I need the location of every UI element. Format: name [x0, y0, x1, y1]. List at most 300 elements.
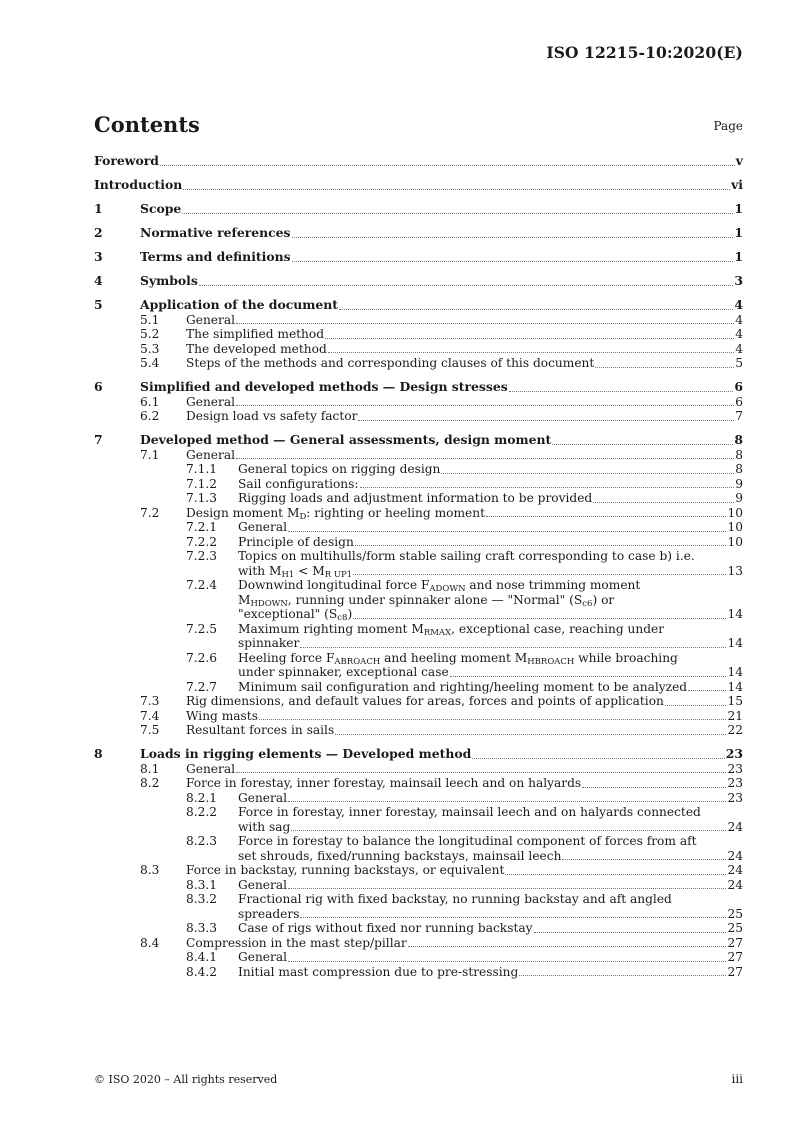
toc-entry-number: 8.3	[140, 863, 160, 877]
toc-entry-number: 8.3.1	[186, 877, 218, 892]
subscript: H1	[281, 569, 295, 580]
toc-entry-page: 23	[727, 776, 743, 790]
toc-entry-page: 21	[727, 708, 743, 723]
toc-entry-page: 5	[735, 356, 743, 370]
toc-leader-dots	[291, 830, 726, 831]
toc-entry-number: 8.4.2	[186, 964, 218, 979]
toc-entry[interactable]	[94, 520, 743, 535]
toc-entry-title	[186, 709, 258, 724]
toc-entry-continuation	[94, 607, 743, 622]
toc-entry-title	[238, 535, 354, 550]
toc-entry[interactable]	[94, 950, 743, 965]
toc-entry-text: General	[238, 790, 287, 805]
toc-entry-text: General	[238, 877, 287, 892]
toc-entry[interactable]	[94, 680, 743, 695]
toc-entry-number: 7.3	[140, 694, 160, 708]
toc-entry-title	[140, 202, 181, 217]
toc-leader-dots	[182, 213, 733, 214]
toc-leader-dots	[236, 458, 734, 459]
toc-entry-title	[238, 791, 287, 806]
toc-leader-dots	[328, 352, 734, 353]
toc-entry-page: 1	[734, 249, 743, 264]
toc-entry[interactable]	[94, 154, 743, 169]
toc-entry-text: under spinnaker, exceptional case	[238, 665, 449, 679]
toc-entry-number: 5.3	[140, 341, 160, 356]
toc-entry-page: 14	[727, 607, 743, 621]
toc-entry-page: 1	[734, 201, 743, 216]
toc-entry-text: Design moment M	[186, 505, 300, 520]
toc-entry-title	[140, 274, 198, 289]
toc-entry-text: Normative references	[140, 225, 291, 240]
subscript: D	[299, 511, 307, 522]
toc-leader-dots	[292, 261, 734, 262]
toc-entry-text: ) or	[592, 592, 615, 607]
page-column-label: Page	[713, 119, 743, 133]
toc-entry-text: Heeling force F	[238, 650, 335, 665]
toc-entry-text: Force in forestay, inner forestay, mainsail leech and on halyards connected	[238, 805, 701, 819]
toc-entry-page: 14	[727, 636, 743, 650]
subscript: c8	[337, 613, 348, 623]
toc-entry-page: 13	[727, 563, 743, 578]
toc-entry-title	[186, 506, 485, 521]
toc-entry-number: 8.2.3	[186, 834, 218, 848]
toc-entry[interactable]	[94, 409, 743, 424]
toc-entry-number: 8.2.2	[186, 805, 218, 819]
toc-leader-dots	[595, 367, 734, 368]
subscript: RMAX	[423, 627, 452, 638]
toc-entry-title	[186, 723, 334, 738]
toc-entry-title	[238, 965, 518, 980]
toc-entry-page: v	[735, 153, 743, 168]
toc-entry-page: 25	[727, 906, 743, 921]
toc-entry-number: 4	[94, 273, 103, 288]
toc-entry-number: 2	[94, 225, 103, 240]
toc-leader-dots	[335, 734, 726, 735]
toc-entry-text: General	[238, 520, 287, 534]
toc-leader-dots	[259, 719, 727, 720]
toc-entry-number: 8.2	[140, 776, 160, 790]
toc-leader-dots	[593, 502, 734, 503]
toc-entry-text: General	[186, 312, 235, 327]
toc-entry-title	[238, 834, 697, 849]
toc-entry-page: 24	[727, 819, 743, 834]
toc-entry-title	[238, 892, 672, 907]
toc-entry[interactable]	[94, 202, 743, 217]
toc-entry-continuation	[94, 564, 743, 579]
toc-entry-text: , exceptional case, reaching under	[451, 621, 665, 636]
toc-entry[interactable]	[94, 892, 743, 907]
toc-entry-text: Terms and definitions	[140, 249, 291, 264]
toc-entry-text: Introduction	[94, 177, 183, 192]
toc-entry[interactable]	[94, 178, 743, 193]
toc-entry-number: 6.2	[140, 409, 160, 423]
toc-entry-title	[238, 805, 701, 820]
toc-entry-page: 22	[727, 723, 743, 737]
toc-entry-number: 7	[94, 432, 103, 447]
toc-entry-text: Rig dimensions, and default values for areas, forces and points of application	[186, 694, 664, 708]
toc-leader-dots	[236, 772, 726, 773]
toc-leader-dots	[300, 917, 726, 918]
toc-entry-text: )	[347, 607, 353, 621]
toc-entry[interactable]	[94, 462, 743, 477]
toc-entry-title	[238, 491, 592, 506]
toc-entry-title	[238, 636, 299, 651]
toc-entry-page: 24	[727, 877, 743, 892]
toc-leader-dots	[353, 574, 726, 575]
toc-entry[interactable]	[94, 863, 743, 878]
toc-entry-page: 6	[735, 394, 743, 409]
toc-entry[interactable]	[94, 805, 743, 820]
toc-entry-title	[140, 226, 291, 241]
toc-entry-number: 8.3.2	[186, 892, 218, 906]
toc-entry[interactable]	[94, 250, 743, 265]
toc-entry[interactable]	[94, 298, 743, 313]
toc-entry-title	[238, 607, 352, 622]
toc-entry-title	[186, 762, 235, 777]
toc-entry-text: Initial mast compression due to pre-stressing	[238, 964, 519, 979]
toc-leader-dots	[360, 487, 735, 488]
toc-leader-dots	[355, 545, 727, 546]
toc-entry-number: 7.1.1	[186, 462, 218, 476]
toc-entry-number: 7.2.1	[186, 520, 218, 534]
toc-entry-text: "exceptional" (S	[238, 607, 338, 621]
toc-entry-page: 14	[727, 665, 743, 679]
toc-leader-dots	[288, 961, 726, 962]
toc-leader-dots	[562, 859, 726, 860]
toc-entry[interactable]	[94, 448, 743, 463]
toc-entry-title	[186, 448, 235, 463]
toc-entry-page: 6	[734, 379, 743, 394]
toc-entry-page: 24	[727, 863, 743, 877]
toc-entry-page: vi	[731, 177, 743, 192]
toc-entry-title	[238, 564, 352, 579]
toc-entry-title	[238, 477, 359, 492]
toc-entry-text: General	[186, 447, 235, 462]
toc-entry-page: 4	[734, 297, 743, 312]
toc-entry-title	[140, 433, 551, 448]
toc-entry-continuation	[94, 849, 743, 864]
toc-entry-title	[238, 680, 687, 695]
toc-entry-page: 7	[735, 409, 743, 423]
toc-leader-dots	[288, 888, 726, 889]
toc-entry-number: 6	[94, 379, 103, 394]
footer-copyright: © ISO 2020 – All rights reserved	[94, 1073, 278, 1086]
toc-entry-page: 8	[735, 447, 743, 462]
toc-entry[interactable]	[94, 723, 743, 738]
toc-entry[interactable]	[94, 747, 743, 762]
toc-leader-dots	[339, 309, 733, 310]
document-header-id: ISO 12215-10:2020(E)	[546, 43, 743, 62]
toc-entry[interactable]	[94, 578, 743, 593]
toc-entry[interactable]	[94, 506, 743, 521]
toc-entry-number: 7.1	[140, 447, 160, 462]
toc-entry-title	[186, 342, 327, 357]
toc-entry-title	[186, 863, 504, 878]
toc-entry-title	[238, 665, 449, 680]
toc-entry-page: 24	[727, 848, 743, 863]
toc-leader-dots	[582, 787, 726, 788]
toc-entry[interactable]	[94, 921, 743, 936]
toc-entry-text: and nose trimming moment	[465, 578, 641, 592]
toc-entry[interactable]	[94, 535, 743, 550]
toc-entry-text: Maximum righting moment M	[238, 621, 424, 636]
toc-entry-text: Developed method — General assessments, design moment	[140, 432, 552, 447]
toc-leader-dots	[358, 420, 734, 421]
toc-entry-text: Design load vs safety factor	[186, 409, 358, 423]
toc-leader-dots	[519, 975, 726, 976]
toc-entry-text: Minimum sail configuration and righting/heeling moment to be analyzed	[238, 679, 688, 694]
toc-leader-dots	[236, 323, 734, 324]
toc-entry-number: 7.1.2	[186, 476, 218, 491]
toc-entry-text: The simplified method	[186, 327, 325, 341]
toc-leader-dots	[665, 705, 727, 706]
toc-entry-number: 7.4	[140, 708, 160, 723]
toc-leader-dots	[408, 946, 727, 947]
toc-entry-text: Scope	[140, 201, 182, 216]
toc-entry-title	[238, 921, 533, 936]
toc-entry-page: 10	[727, 520, 743, 534]
toc-entry[interactable]	[94, 776, 743, 791]
toc-entry-page: 27	[727, 935, 743, 950]
toc-entry-number: 7.5	[140, 723, 160, 737]
toc-entry-text: Force in forestay, inner forestay, mainsail leech and on halyards	[186, 776, 582, 790]
toc-entry-title	[238, 907, 299, 922]
toc-entry-text: Fractional rig with fixed backstay, no running backstay and aft angled	[238, 892, 672, 906]
toc-entry-number: 8.1	[140, 761, 160, 776]
toc-entry-text: : righting or heeling moment	[306, 505, 485, 520]
toc-entry-number: 7.2.2	[186, 534, 218, 549]
toc-leader-dots	[353, 618, 726, 619]
page-title: Contents	[94, 112, 200, 137]
toc-entry-page: 23	[725, 746, 743, 761]
subscript: ABROACH	[334, 656, 381, 667]
toc-entry[interactable]	[94, 226, 743, 241]
toc-entry-continuation	[94, 593, 743, 608]
toc-entry-number: 7.2.5	[186, 621, 218, 636]
toc-entry-number: 5.4	[140, 356, 160, 370]
toc-entry[interactable]	[94, 380, 743, 395]
toc-entry-title	[186, 409, 357, 424]
toc-leader-dots	[236, 405, 734, 406]
toc-entry[interactable]	[94, 395, 743, 410]
toc-entry-title	[140, 747, 471, 762]
toc-entry-text: General	[186, 394, 235, 409]
toc-entry[interactable]	[94, 651, 743, 666]
toc-entry-text: Compression in the mast step/pillar	[186, 935, 407, 950]
toc-entry-number: 6.1	[140, 394, 160, 409]
toc-entry[interactable]	[94, 433, 743, 448]
toc-entry-text: Resultant forces in sails	[186, 723, 335, 737]
toc-entry-page: 27	[727, 964, 743, 979]
toc-entry-title	[140, 380, 508, 395]
toc-entry-text: Case of rigs without fixed nor running backstay	[238, 921, 533, 935]
toc-leader-dots	[450, 676, 727, 677]
toc-entry-text: < M	[294, 563, 325, 578]
toc-entry[interactable]	[94, 694, 743, 709]
toc-entry-title	[186, 356, 594, 371]
toc-leader-dots	[199, 285, 734, 286]
subscript: ADOWN	[429, 584, 466, 594]
toc-entry[interactable]	[94, 762, 743, 777]
toc-entry-number: 5.2	[140, 327, 160, 341]
toc-entry-page: 10	[727, 505, 743, 520]
toc-entry-title	[186, 395, 235, 410]
toc-entry-text: Force in forestay to balance the longitudinal component of forces from aft	[238, 834, 697, 848]
toc-entry[interactable]	[94, 834, 743, 849]
toc-entry-title	[238, 878, 287, 893]
toc-entry[interactable]	[94, 477, 743, 492]
toc-leader-dots	[160, 165, 735, 166]
toc-entry[interactable]	[94, 709, 743, 724]
subscript: c6	[582, 598, 593, 609]
toc-entry-text: Loads in rigging elements — Developed method	[140, 746, 472, 761]
toc-entry[interactable]	[94, 313, 743, 328]
toc-entry-continuation	[94, 665, 743, 680]
toc-entry-page: 4	[735, 341, 743, 356]
toc-entry-text: Symbols	[140, 273, 198, 288]
toc-entry-number: 7.2	[140, 505, 160, 520]
subscript: R UP1	[324, 569, 353, 580]
toc-entry-page: 15	[727, 694, 743, 708]
toc-entry-page: 1	[734, 225, 743, 240]
toc-entry-text: Foreword	[94, 153, 159, 168]
toc-entry-page: 9	[735, 491, 743, 505]
toc-entry[interactable]	[94, 965, 743, 980]
toc-entry-text: General	[238, 950, 287, 964]
toc-entry-number: 8.4.1	[186, 950, 218, 964]
toc-entry-page: 23	[727, 761, 743, 776]
subscript: HDOWN	[250, 598, 288, 609]
toc-entry-number: 3	[94, 249, 103, 264]
toc-leader-dots	[288, 801, 726, 802]
toc-entry-text: Downwind longitudinal force F	[238, 578, 430, 592]
toc-entry[interactable]	[94, 622, 743, 637]
toc-entry-page: 8	[734, 432, 743, 447]
toc-entry-continuation	[94, 907, 743, 922]
toc-entry-number: 1	[94, 201, 103, 216]
toc-leader-dots	[288, 531, 726, 532]
toc-entry-text: Simplified and developed methods — Design stresses	[140, 379, 508, 394]
toc-entry-title	[140, 250, 291, 265]
toc-entry-title	[238, 462, 440, 477]
toc-entry-number: 8.4	[140, 935, 160, 950]
toc-entry-title	[238, 520, 287, 535]
toc-entry-text: with M	[238, 563, 282, 578]
toc-entry-title	[186, 776, 581, 791]
toc-entry-text: Sail configurations:	[238, 476, 359, 491]
toc-entry-title	[238, 950, 287, 965]
toc-entry-text: Steps of the methods and corresponding clauses of this document	[186, 356, 595, 370]
toc-entry-page: 14	[727, 679, 743, 694]
toc-entry-title	[238, 593, 614, 608]
toc-entry-text: and heeling moment M	[380, 650, 528, 665]
toc-entry-text: Topics on multihulls/form stable sailing craft corresponding to case b) i.e.	[238, 549, 695, 563]
toc-entry-title	[238, 549, 695, 564]
toc-entry[interactable]	[94, 936, 743, 951]
toc-entry-page: 8	[735, 462, 743, 476]
toc-entry-title	[186, 313, 235, 328]
toc-entry-page: 25	[727, 921, 743, 935]
table-of-contents	[94, 154, 743, 979]
toc-entry-page: 3	[734, 273, 743, 288]
toc-entry[interactable]	[94, 791, 743, 806]
toc-leader-dots	[472, 758, 724, 759]
toc-entry-text: M	[238, 592, 251, 607]
toc-leader-dots	[534, 932, 727, 933]
toc-entry-page: 9	[735, 476, 743, 491]
toc-entry-text: with sag	[238, 819, 291, 834]
toc-entry[interactable]	[94, 878, 743, 893]
toc-entry-text: The developed method	[186, 341, 327, 356]
toc-entry-title	[238, 820, 290, 835]
toc-entry[interactable]	[94, 356, 743, 371]
toc-entry-number: 5.1	[140, 312, 160, 327]
toc-entry-number: 7.2.6	[186, 650, 218, 665]
toc-entry-text: Wing masts	[186, 708, 258, 723]
toc-entry-number: 7.2.3	[186, 549, 218, 563]
toc-entry-number: 7.1.3	[186, 491, 218, 505]
toc-entry-title	[94, 178, 182, 193]
toc-entry-text: set shrouds, fixed/running backstays, mainsail leech	[238, 848, 562, 863]
toc-entry-number: 7.2.7	[186, 679, 218, 694]
toc-entry-title	[186, 694, 664, 709]
toc-entry-text: spreaders	[238, 906, 300, 921]
toc-entry-text: Rigging loads and adjustment information to be provided	[238, 491, 593, 505]
toc-entry-continuation	[94, 820, 743, 835]
toc-leader-dots	[325, 338, 734, 339]
toc-leader-dots	[292, 237, 734, 238]
toc-entry-number: 5	[94, 297, 103, 312]
toc-entry[interactable]	[94, 342, 743, 357]
toc-entry-title	[238, 578, 640, 593]
toc-entry-page: 4	[735, 312, 743, 327]
toc-entry-text: Application of the document	[140, 297, 338, 312]
subscript: HBROACH	[527, 656, 575, 667]
toc-leader-dots	[509, 391, 734, 392]
toc-entry-text: , running under spinnaker alone — "Normal" (S	[287, 592, 583, 607]
toc-entry[interactable]	[94, 549, 743, 564]
toc-entry-text: General	[186, 761, 235, 776]
toc-entry-title	[186, 936, 407, 951]
toc-leader-dots	[183, 189, 730, 190]
footer-page-number: iii	[731, 1072, 743, 1086]
toc-entry-text: Principle of design	[238, 534, 354, 549]
toc-entry-title	[238, 849, 561, 864]
toc-entry-continuation	[94, 636, 743, 651]
toc-entry-text: Force in backstay, running backstays, or equivalent	[186, 863, 505, 877]
toc-entry-page: 23	[727, 790, 743, 805]
toc-entry-number: 8.2.1	[186, 790, 218, 805]
toc-leader-dots	[441, 473, 734, 474]
toc-entry-title	[94, 154, 159, 169]
toc-entry-title	[186, 327, 324, 342]
toc-entry-number: 8	[94, 746, 103, 761]
toc-entry[interactable]	[94, 274, 743, 289]
toc-leader-dots	[688, 690, 726, 691]
toc-entry-title	[238, 651, 678, 666]
toc-entry-page: 10	[727, 534, 743, 549]
toc-leader-dots	[300, 647, 726, 648]
toc-leader-dots	[505, 874, 726, 875]
toc-entry[interactable]	[94, 491, 743, 506]
toc-entry-title	[140, 298, 338, 313]
toc-entry[interactable]	[94, 327, 743, 342]
toc-entry-number: 8.3.3	[186, 921, 218, 935]
toc-entry-text: spinnaker	[238, 636, 300, 650]
toc-entry-page: 27	[727, 950, 743, 964]
toc-leader-dots	[486, 516, 727, 517]
toc-entry-text: General topics on rigging design	[238, 462, 441, 476]
